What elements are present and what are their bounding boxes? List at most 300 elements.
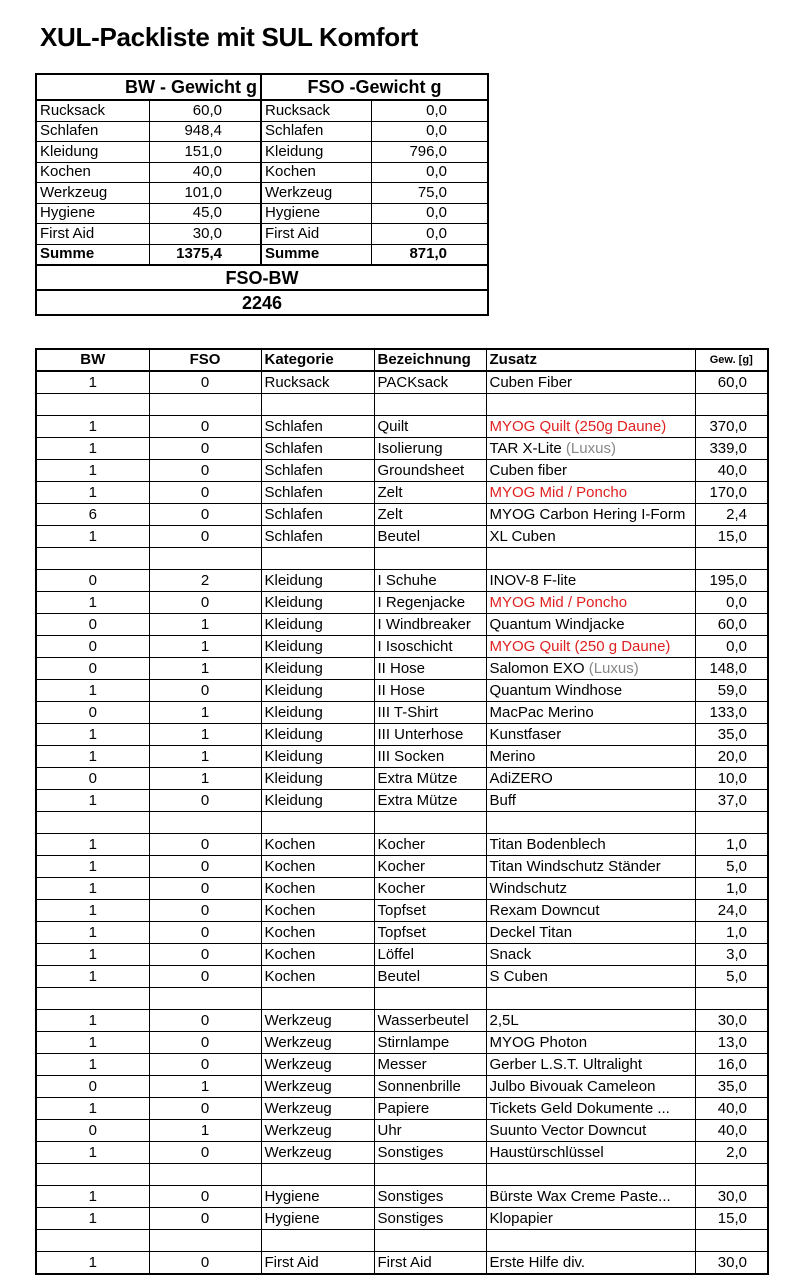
detail-cell (486, 460, 695, 482)
fso-count: 0 (149, 1186, 261, 1208)
col-header-fso: FSO (149, 349, 261, 371)
detail-cell (486, 746, 695, 768)
page-title: XUL-Packliste mit SUL Komfort (40, 22, 418, 52)
fso-count: 0 (149, 460, 261, 482)
total-row (36, 290, 488, 315)
detail-cell (486, 966, 695, 988)
fso-weight: 0,0 (371, 100, 488, 121)
bw-sum-value: 1375,4 (149, 244, 261, 265)
category-cell: Werkzeug (261, 1098, 374, 1120)
bw-weight-header: BW - Gewicht g (36, 74, 261, 100)
category-cell: Kleidung (261, 746, 374, 768)
item-name-cell: Isolierung (374, 438, 486, 460)
detail-text: Klopapier (489, 1209, 553, 1227)
spacer-row (36, 988, 768, 1010)
weight-cell: 20,0 (695, 746, 768, 768)
empty-cell (486, 988, 695, 1010)
category-cell: Werkzeug (261, 1076, 374, 1098)
empty-cell (261, 1164, 374, 1186)
item-name-cell: Topfset (374, 900, 486, 922)
detail-text: Merino (489, 747, 536, 765)
bw-sum-label: Summe (36, 244, 149, 265)
table-row (36, 460, 768, 482)
category-cell: Kochen (261, 966, 374, 988)
bw-weight: 60,0 (149, 100, 261, 121)
weight-cell: 30,0 (695, 1252, 768, 1275)
summary-row (36, 203, 488, 224)
table-row (36, 592, 768, 614)
fso-count: 0 (149, 922, 261, 944)
detail-text: AdiZERO (489, 769, 553, 787)
bw-count: 1 (36, 371, 149, 394)
table-row (36, 614, 768, 636)
detail-cell (486, 1054, 695, 1076)
fso-category: Kleidung (261, 142, 371, 163)
item-name-cell: Sonstiges (374, 1142, 486, 1164)
detail-text: Buff (489, 791, 516, 809)
category-cell: Schlafen (261, 482, 374, 504)
fso-count: 0 (149, 1208, 261, 1230)
empty-cell (261, 988, 374, 1010)
empty-cell (695, 1230, 768, 1252)
item-name-cell: Kocher (374, 856, 486, 878)
detail-text: MYOG Quilt (250 g Daune) (489, 637, 671, 655)
fso-weight: 75,0 (371, 183, 488, 204)
item-name-cell: III Socken (374, 746, 486, 768)
fso-count: 0 (149, 944, 261, 966)
detail-cell (486, 1142, 695, 1164)
weight-cell: 59,0 (695, 680, 768, 702)
fso-count: 0 (149, 680, 261, 702)
col-header-bw: BW (36, 349, 149, 371)
bw-count: 0 (36, 1120, 149, 1142)
detail-cell (486, 592, 695, 614)
fso-count: 2 (149, 570, 261, 592)
detail-text: Deckel Titan (489, 923, 573, 941)
category-cell: Hygiene (261, 1208, 374, 1230)
fso-weight: 0,0 (371, 224, 488, 245)
bw-weight: 101,0 (149, 183, 261, 204)
detail-text: MacPac Merino (489, 703, 594, 721)
weight-cell: 40,0 (695, 460, 768, 482)
item-name-cell: I Regenjacke (374, 592, 486, 614)
empty-cell (486, 394, 695, 416)
fso-count: 1 (149, 746, 261, 768)
weight-cell: 35,0 (695, 1076, 768, 1098)
fso-sum-value: 871,0 (371, 244, 488, 265)
fso-count: 0 (149, 1054, 261, 1076)
table-row (36, 1010, 768, 1032)
detail-cell (486, 504, 695, 526)
item-name-cell: III Unterhose (374, 724, 486, 746)
detail-cell (486, 790, 695, 812)
empty-cell (149, 812, 261, 834)
empty-cell (374, 812, 486, 834)
bw-count: 1 (36, 834, 149, 856)
fso-count: 1 (149, 1120, 261, 1142)
bw-count: 1 (36, 592, 149, 614)
weight-cell: 339,0 (695, 438, 768, 460)
weight-cell: 37,0 (695, 790, 768, 812)
bw-category: Hygiene (36, 203, 149, 224)
fso-weight: 0,0 (371, 203, 488, 224)
bw-count: 1 (36, 1142, 149, 1164)
bw-count: 1 (36, 900, 149, 922)
detail-text: Julbo Bivouak Cameleon (489, 1077, 656, 1095)
category-cell: Kleidung (261, 570, 374, 592)
empty-cell (36, 1230, 149, 1252)
fso-count: 1 (149, 768, 261, 790)
detail-text: MYOG Mid / Poncho (489, 593, 628, 611)
table-row (36, 1032, 768, 1054)
summary-row (36, 142, 488, 163)
weight-cell: 30,0 (695, 1010, 768, 1032)
detail-text: Suunto Vector Downcut (489, 1121, 647, 1139)
weight-cell: 5,0 (695, 856, 768, 878)
category-cell: Kochen (261, 900, 374, 922)
empty-cell (695, 548, 768, 570)
detail-cell (486, 526, 695, 548)
table-row (36, 1098, 768, 1120)
bw-count: 0 (36, 614, 149, 636)
detail-text: INOV-8 F-lite (489, 571, 577, 589)
item-name-cell: II Hose (374, 658, 486, 680)
detail-text: MYOG Carbon Hering I-Form (489, 505, 686, 523)
empty-cell (486, 812, 695, 834)
detail-cell (486, 680, 695, 702)
detail-text: Bürste Wax Creme Paste... (489, 1187, 671, 1205)
category-cell: Kleidung (261, 724, 374, 746)
category-cell: Kleidung (261, 592, 374, 614)
fso-bw-row (36, 265, 488, 290)
category-cell: Kleidung (261, 614, 374, 636)
empty-cell (374, 988, 486, 1010)
detail-cell (486, 1032, 695, 1054)
col-header-zusatz: Zusatz (486, 349, 695, 371)
spacer-row (36, 1164, 768, 1186)
bw-count: 1 (36, 966, 149, 988)
category-cell: Werkzeug (261, 1010, 374, 1032)
weight-cell: 1,0 (695, 878, 768, 900)
detail-text: Rexam Downcut (489, 901, 600, 919)
detail-cell (486, 922, 695, 944)
table-row (36, 834, 768, 856)
weight-cell: 0,0 (695, 636, 768, 658)
summary-row (36, 162, 488, 183)
detail-cell (486, 1252, 695, 1275)
summary-row (36, 121, 488, 142)
bw-weight: 30,0 (149, 224, 261, 245)
bw-count: 1 (36, 1252, 149, 1275)
summary-sum-row (36, 244, 488, 265)
bw-count: 1 (36, 1098, 149, 1120)
bw-weight: 45,0 (149, 203, 261, 224)
detail-cell (486, 1098, 695, 1120)
bw-category: Schlafen (36, 121, 149, 142)
table-row (36, 878, 768, 900)
fso-weight: 0,0 (371, 121, 488, 142)
detail-text: Haustürschlüssel (489, 1143, 604, 1161)
table-row (36, 526, 768, 548)
category-cell: Werkzeug (261, 1054, 374, 1076)
col-header-kategorie: Kategorie (261, 349, 374, 371)
bw-category: First Aid (36, 224, 149, 245)
item-name-cell: Papiere (374, 1098, 486, 1120)
luxus-note: (Luxus) (565, 439, 616, 457)
weight-cell: 15,0 (695, 526, 768, 548)
bw-count: 1 (36, 460, 149, 482)
table-row (36, 680, 768, 702)
summary-table (35, 73, 489, 316)
category-cell: Kochen (261, 856, 374, 878)
fso-count: 0 (149, 526, 261, 548)
table-row (36, 944, 768, 966)
fso-count: 1 (149, 658, 261, 680)
weight-cell: 10,0 (695, 768, 768, 790)
category-cell: Kochen (261, 944, 374, 966)
fso-count: 0 (149, 1252, 261, 1275)
category-cell: Schlafen (261, 416, 374, 438)
item-name-cell: I Windbreaker (374, 614, 486, 636)
bw-count: 0 (36, 636, 149, 658)
fso-count: 1 (149, 636, 261, 658)
fso-weight-header: FSO -Gewicht g (261, 74, 488, 100)
bw-count: 1 (36, 526, 149, 548)
weight-cell: 148,0 (695, 658, 768, 680)
weight-cell: 1,0 (695, 834, 768, 856)
bw-count: 1 (36, 856, 149, 878)
empty-cell (486, 1230, 695, 1252)
detail-text: Cuben fiber (489, 461, 568, 479)
table-row (36, 504, 768, 526)
detail-cell (486, 856, 695, 878)
item-name-cell: III T-Shirt (374, 702, 486, 724)
fso-weight: 0,0 (371, 162, 488, 183)
bw-count: 6 (36, 504, 149, 526)
table-row (36, 900, 768, 922)
col-header-gewicht: Gew. [g] (695, 349, 768, 371)
bw-count: 1 (36, 680, 149, 702)
spacer-row (36, 812, 768, 834)
summary-row (36, 224, 488, 245)
empty-cell (261, 394, 374, 416)
table-row (36, 1120, 768, 1142)
item-name-cell: Messer (374, 1054, 486, 1076)
fso-count: 0 (149, 790, 261, 812)
fso-count: 0 (149, 504, 261, 526)
weight-cell: 0,0 (695, 592, 768, 614)
empty-cell (36, 394, 149, 416)
empty-cell (149, 988, 261, 1010)
item-name-cell: PACKsack (374, 371, 486, 394)
detail-text: Snack (489, 945, 532, 963)
item-name-cell: Kocher (374, 878, 486, 900)
item-name-cell: Zelt (374, 504, 486, 526)
fso-category: Rucksack (261, 100, 371, 121)
item-name-cell: Löffel (374, 944, 486, 966)
weight-cell: 2,4 (695, 504, 768, 526)
fso-sum-label: Summe (261, 244, 371, 265)
item-name-cell: II Hose (374, 680, 486, 702)
table-row (36, 1252, 768, 1275)
empty-cell (149, 1230, 261, 1252)
item-name-cell: Zelt (374, 482, 486, 504)
table-row (36, 1054, 768, 1076)
table-row (36, 702, 768, 724)
weight-cell: 3,0 (695, 944, 768, 966)
fso-count: 1 (149, 1076, 261, 1098)
table-row (36, 636, 768, 658)
detail-text: MYOG Quilt (250g Daune) (489, 417, 667, 435)
category-cell: Schlafen (261, 504, 374, 526)
fso-category: Hygiene (261, 203, 371, 224)
item-name-cell: Topfset (374, 922, 486, 944)
item-name-cell: First Aid (374, 1252, 486, 1275)
fso-count: 1 (149, 724, 261, 746)
weight-cell: 133,0 (695, 702, 768, 724)
bw-weight: 151,0 (149, 142, 261, 163)
fso-weight: 796,0 (371, 142, 488, 163)
bw-count: 1 (36, 746, 149, 768)
summary-row (36, 100, 488, 121)
empty-cell (374, 1230, 486, 1252)
empty-cell (486, 548, 695, 570)
bw-count: 1 (36, 922, 149, 944)
detail-cell (486, 1186, 695, 1208)
fso-count: 0 (149, 371, 261, 394)
detail-cell (486, 878, 695, 900)
weight-cell: 170,0 (695, 482, 768, 504)
detail-cell (486, 416, 695, 438)
item-name-cell: Beutel (374, 966, 486, 988)
table-row (36, 416, 768, 438)
table-row (36, 570, 768, 592)
detail-cell (486, 1076, 695, 1098)
detail-text: Quantum Windhose (489, 681, 623, 699)
bw-count: 1 (36, 790, 149, 812)
detail-text: Quantum Windjacke (489, 615, 625, 633)
empty-cell (486, 1164, 695, 1186)
empty-cell (695, 394, 768, 416)
bw-count: 1 (36, 482, 149, 504)
category-cell: Kleidung (261, 680, 374, 702)
luxus-note: (Luxus) (588, 659, 639, 677)
bw-count: 0 (36, 1076, 149, 1098)
fso-count: 0 (149, 1098, 261, 1120)
category-cell: Kleidung (261, 658, 374, 680)
fso-count: 0 (149, 482, 261, 504)
spacer-row (36, 1230, 768, 1252)
fso-count: 0 (149, 878, 261, 900)
weight-cell: 1,0 (695, 922, 768, 944)
bw-count: 0 (36, 570, 149, 592)
detail-cell (486, 1120, 695, 1142)
fso-count: 0 (149, 834, 261, 856)
bw-count: 0 (36, 658, 149, 680)
weight-cell: 40,0 (695, 1098, 768, 1120)
detail-cell (486, 702, 695, 724)
table-row (36, 371, 768, 394)
item-name-cell: Stirnlampe (374, 1032, 486, 1054)
bw-category: Kochen (36, 162, 149, 183)
table-row (36, 1142, 768, 1164)
category-cell: Kleidung (261, 636, 374, 658)
item-name-cell: I Isoschicht (374, 636, 486, 658)
detail-cell (486, 944, 695, 966)
packing-list-table (35, 348, 769, 1275)
table-row (36, 438, 768, 460)
weight-cell: 195,0 (695, 570, 768, 592)
spacer-row (36, 394, 768, 416)
detail-text: MYOG Mid / Poncho (489, 483, 628, 501)
fso-category: First Aid (261, 224, 371, 245)
detail-text: S Cuben (489, 967, 548, 985)
category-cell: Kleidung (261, 702, 374, 724)
category-cell: Kleidung (261, 790, 374, 812)
detail-cell (486, 371, 695, 394)
detail-cell (486, 1010, 695, 1032)
weight-cell: 24,0 (695, 900, 768, 922)
fso-count: 0 (149, 592, 261, 614)
empty-cell (36, 812, 149, 834)
bw-count: 1 (36, 1010, 149, 1032)
table-header-row (36, 349, 768, 371)
item-name-cell: Kocher (374, 834, 486, 856)
detail-text: Cuben Fiber (489, 373, 573, 391)
empty-cell (695, 988, 768, 1010)
empty-cell (261, 548, 374, 570)
fso-count: 0 (149, 438, 261, 460)
bw-count: 1 (36, 416, 149, 438)
weight-cell: 30,0 (695, 1186, 768, 1208)
item-name-cell: Sonstiges (374, 1186, 486, 1208)
weight-cell: 60,0 (695, 371, 768, 394)
category-cell: Werkzeug (261, 1120, 374, 1142)
table-row (36, 790, 768, 812)
empty-cell (261, 1230, 374, 1252)
weight-cell: 60,0 (695, 614, 768, 636)
item-name-cell: Sonstiges (374, 1208, 486, 1230)
bw-count: 0 (36, 702, 149, 724)
category-cell: Rucksack (261, 371, 374, 394)
table-row (36, 768, 768, 790)
category-cell: First Aid (261, 1252, 374, 1275)
table-row (36, 856, 768, 878)
item-name-cell: Extra Mütze (374, 790, 486, 812)
bw-count: 1 (36, 1032, 149, 1054)
weight-cell: 5,0 (695, 966, 768, 988)
detail-text: Tickets Geld Dokumente ... (489, 1099, 670, 1117)
weight-cell: 2,0 (695, 1142, 768, 1164)
detail-text: 2,5L (489, 1011, 519, 1029)
col-header-bezeichnung: Bezeichnung (374, 349, 486, 371)
fso-bw-label: FSO-BW (36, 265, 488, 290)
detail-text: Gerber L.S.T. Ultralight (489, 1055, 643, 1073)
detail-text: Erste Hilfe div. (489, 1253, 586, 1271)
table-row (36, 1186, 768, 1208)
fso-count: 1 (149, 702, 261, 724)
detail-text: Kunstfaser (489, 725, 562, 743)
bw-count: 0 (36, 768, 149, 790)
empty-cell (149, 548, 261, 570)
table-row (36, 1208, 768, 1230)
bw-weight: 40,0 (149, 162, 261, 183)
category-cell: Kochen (261, 878, 374, 900)
bw-count: 1 (36, 1208, 149, 1230)
fso-count: 0 (149, 856, 261, 878)
detail-cell (486, 768, 695, 790)
detail-cell (486, 570, 695, 592)
